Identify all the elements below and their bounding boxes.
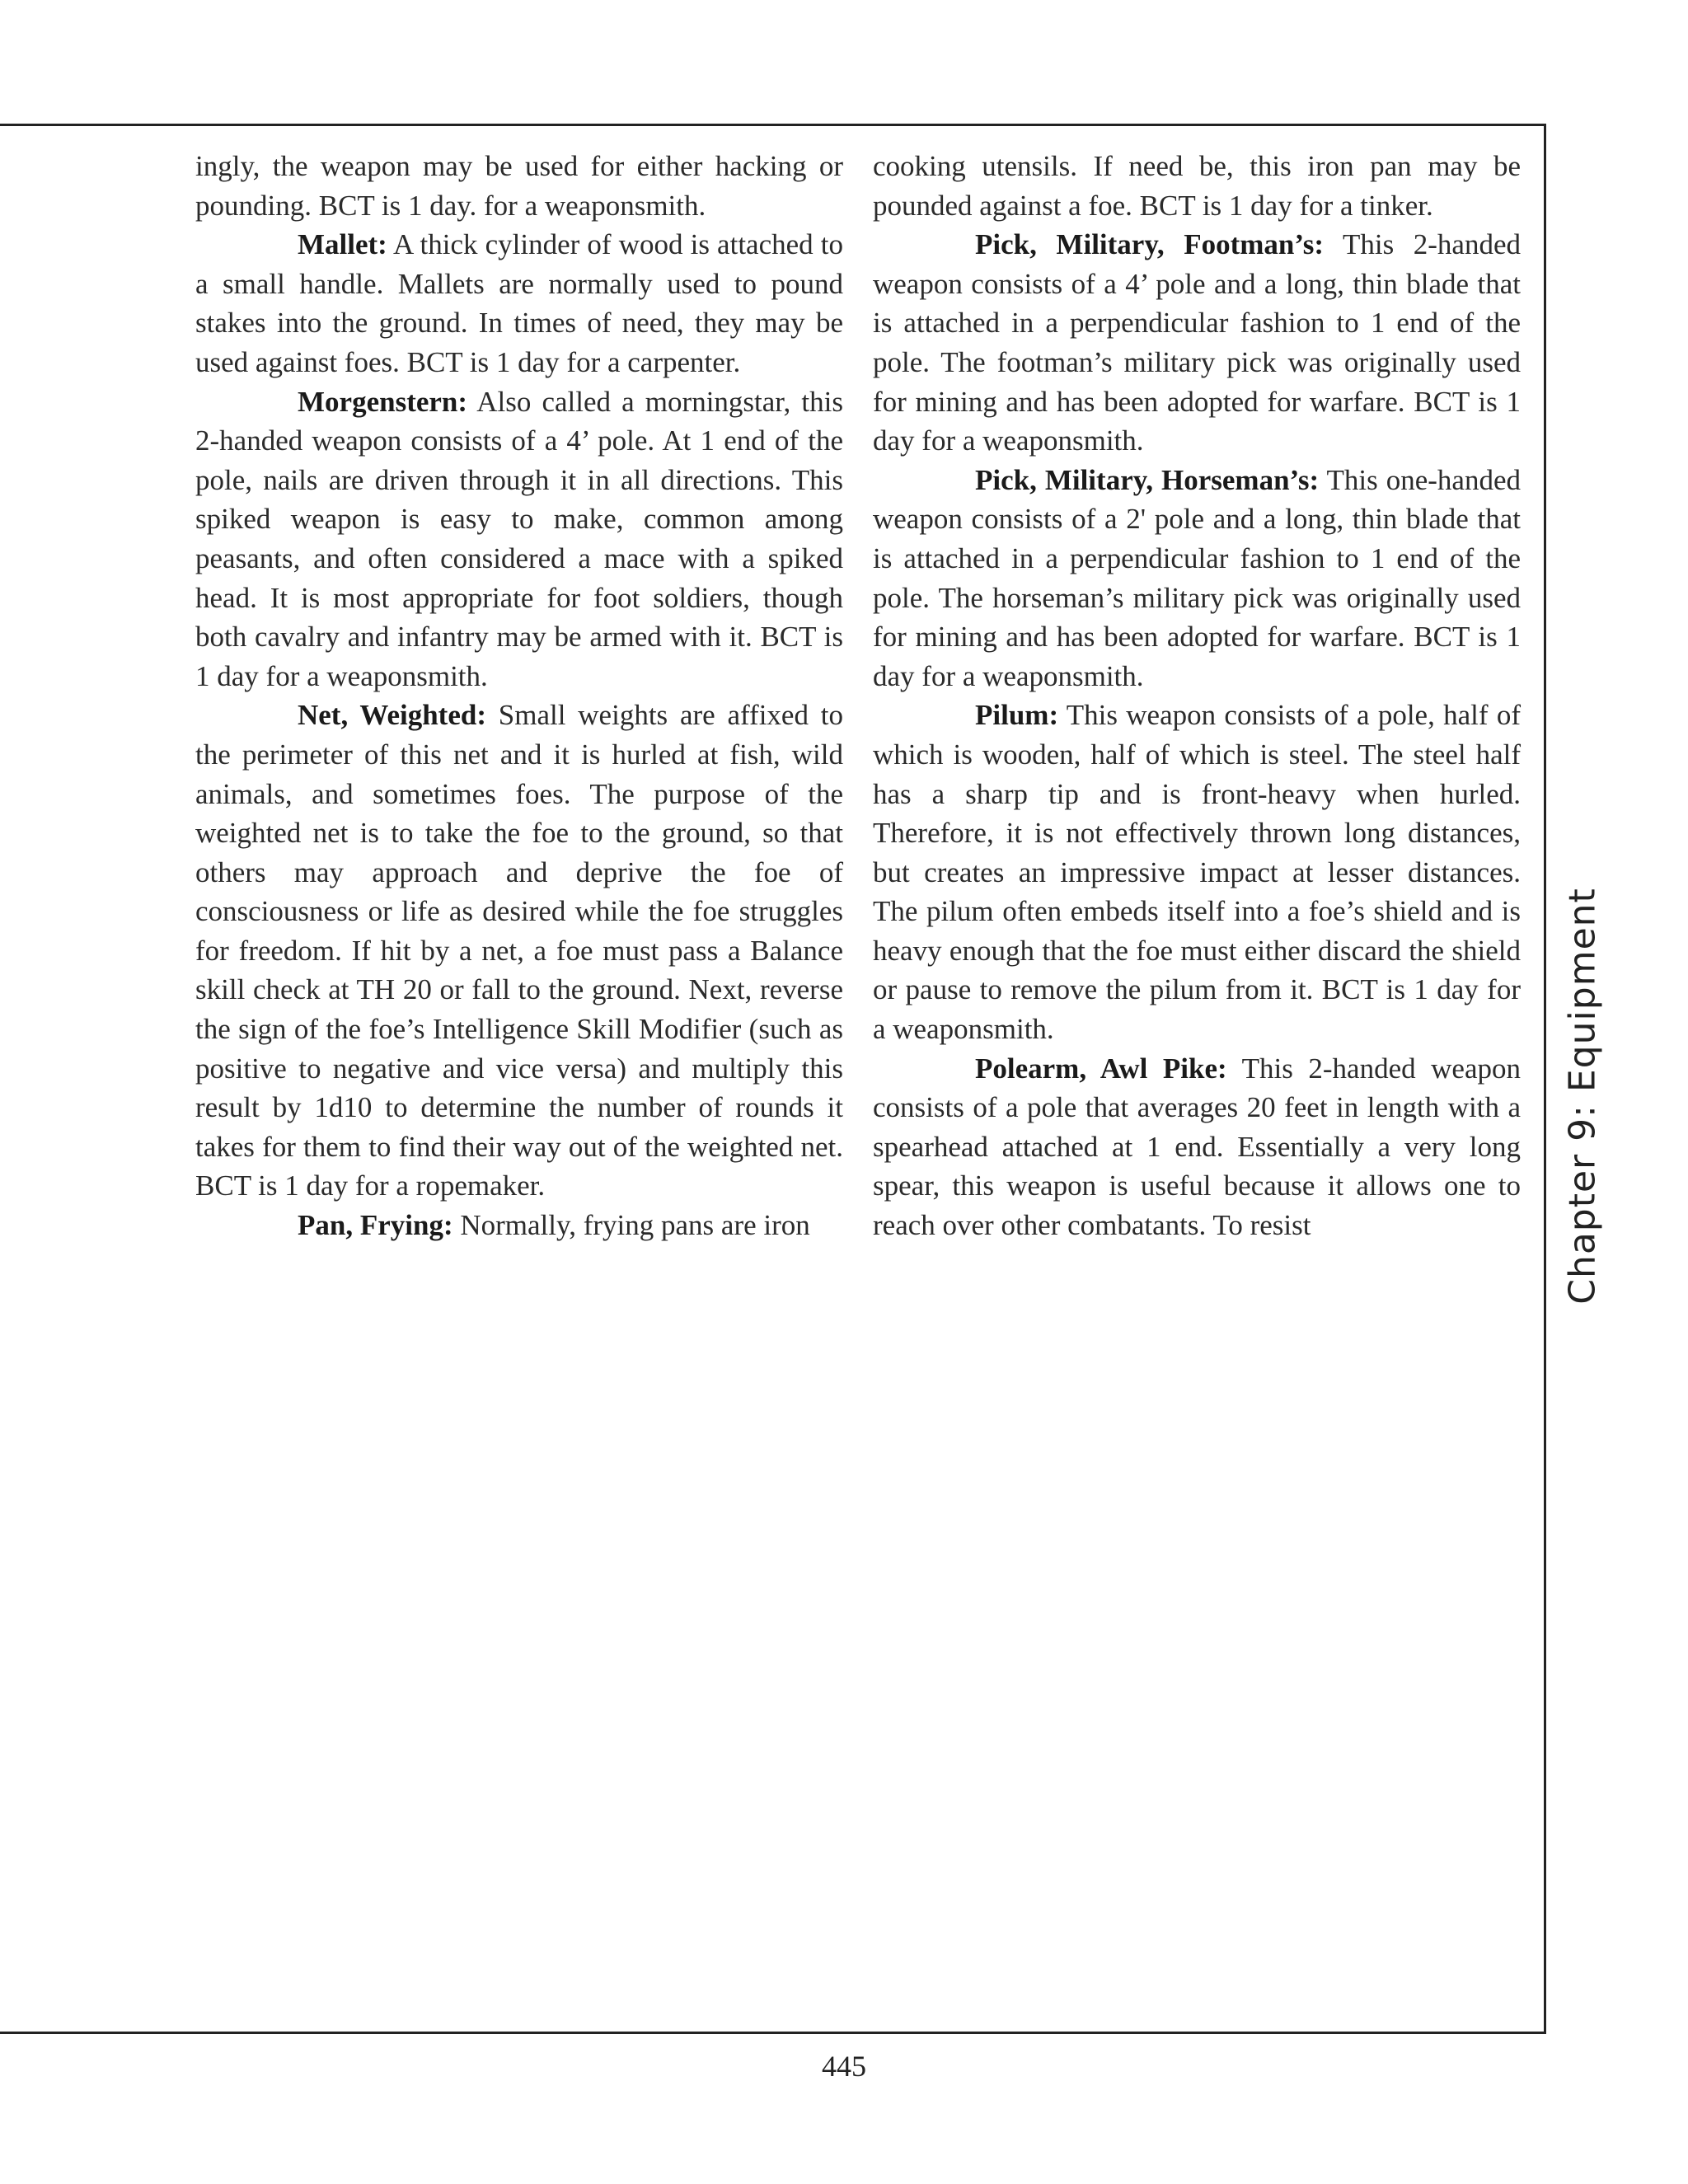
entry-text: Normally, frying pans are iron [452,1209,810,1242]
entry-text: Also called a morningstar, this 2-handed weapon consists of a 4’ pole. At 1 end of the pole, nails are driven through it in all directions. This spiked weapon is easy to make, common among peasants, and often considered a mace with a spiked head. It is most appropriate for foot soldiers, though both cavalry and infantry may be armed with it. BCT is 1 day for a weaponsmith. [195,385,843,692]
entry-title: Pan, Frying: [298,1209,453,1242]
entry-pan-frying [195,1206,843,1245]
entry-text: This 2-handed weapon consists of a pole that averages 20 feet in length with a spearhead attached at 1 end. Essentially a very long spear, this weapon is useful because it allows one to reach over other combatants. To resist [873,1052,1521,1242]
left-text-column [195,147,843,1245]
page-number: 445 [822,2050,866,2083]
entry-polearm-awl-pike [873,1049,1521,1245]
entry-text: This weapon consists of a pole, half of which is wooden, half of which is steel. The steel half has a sharp tip and is front-heavy when hurled. Therefore, it is not effectively thrown long distances, but creates an impressive impact at lesser distances. The pilum often embeds itself into a foe’s shield and is heavy enough that the foe must either discard the shield or pause to remove the pilum from it. BCT is 1 day for a weaponsmith. [873,699,1521,1046]
entry-title: Pick, Military, Horseman’s: [975,463,1320,496]
entry-pick-footman [873,225,1521,461]
right-text-column [873,147,1521,1245]
entry-text: A thick cylinder of wood is attached to a small handle. Mallets are normally used to pound stakes into the ground. In times of need, they may be used against foes. BCT is 1 day for a carpenter. [195,228,843,378]
continuation-paragraph: ingly, the weapon may be used for either hacking or pounding. BCT is 1 day. for a weaponsmith. [195,150,843,222]
entry-title: Net, Weighted: [298,699,486,732]
entry-pilum [873,696,1521,1048]
entry-title: Mallet: [298,228,387,261]
entry-pick-horseman [873,461,1521,696]
entry-title: Polearm, Awl Pike: [975,1052,1227,1085]
entry-title: Pilum: [975,699,1059,732]
entry-mallet [195,225,843,382]
entry-title: Pick, Military, Footman’s: [975,228,1325,261]
entry-text: Small weights are affixed to the perimeter of this net and it is hurled at fish, wild animals, and sometimes foes. The purpose of the weighted net is to take the foe to the ground, so that others may approach and deprive the foe of consciousness or life as desired while the foe struggles for freedom. If hit by a net, a foe must pass a Balance skill check at TH 20 or fall to the ground. Next, reverse the sign of the foe’s Intelligence Skill Modifier (such as positive to negative and vice versa) and multiply this result by 1d10 to determine the number of rounds it takes for them to find their way out of the weighted net. BCT is 1 day for a ropemaker. [195,699,843,1202]
entry-text: This 2-handed weapon consists of a 4’ pole and a long, thin blade that is attached in a perpendicular fashion to 1 end of the pole. The footman’s military pick was originally used for mining and has been adopted for warfare. BCT is 1 day for a weaponsmith. [873,228,1521,457]
continuation-paragraph: cooking utensils. If need be, this iron pan may be pounded against a foe. BCT is 1 day for a tinker. [873,150,1521,222]
entry-net-weighted [195,696,843,1206]
chapter-side-label: Chapter 9: Equipment [1561,888,1604,1305]
entry-text: This one-handed weapon consists of a 2' pole and a long, thin blade that is attached in a perpendicular fashion to 1 end of the pole. The horseman’s military pick was originally used for mining and has been adopted for warfare. BCT is 1 day for a weaponsmith. [873,463,1521,692]
entry-title: Morgenstern: [298,385,468,418]
entry-morgenstern [195,382,843,696]
